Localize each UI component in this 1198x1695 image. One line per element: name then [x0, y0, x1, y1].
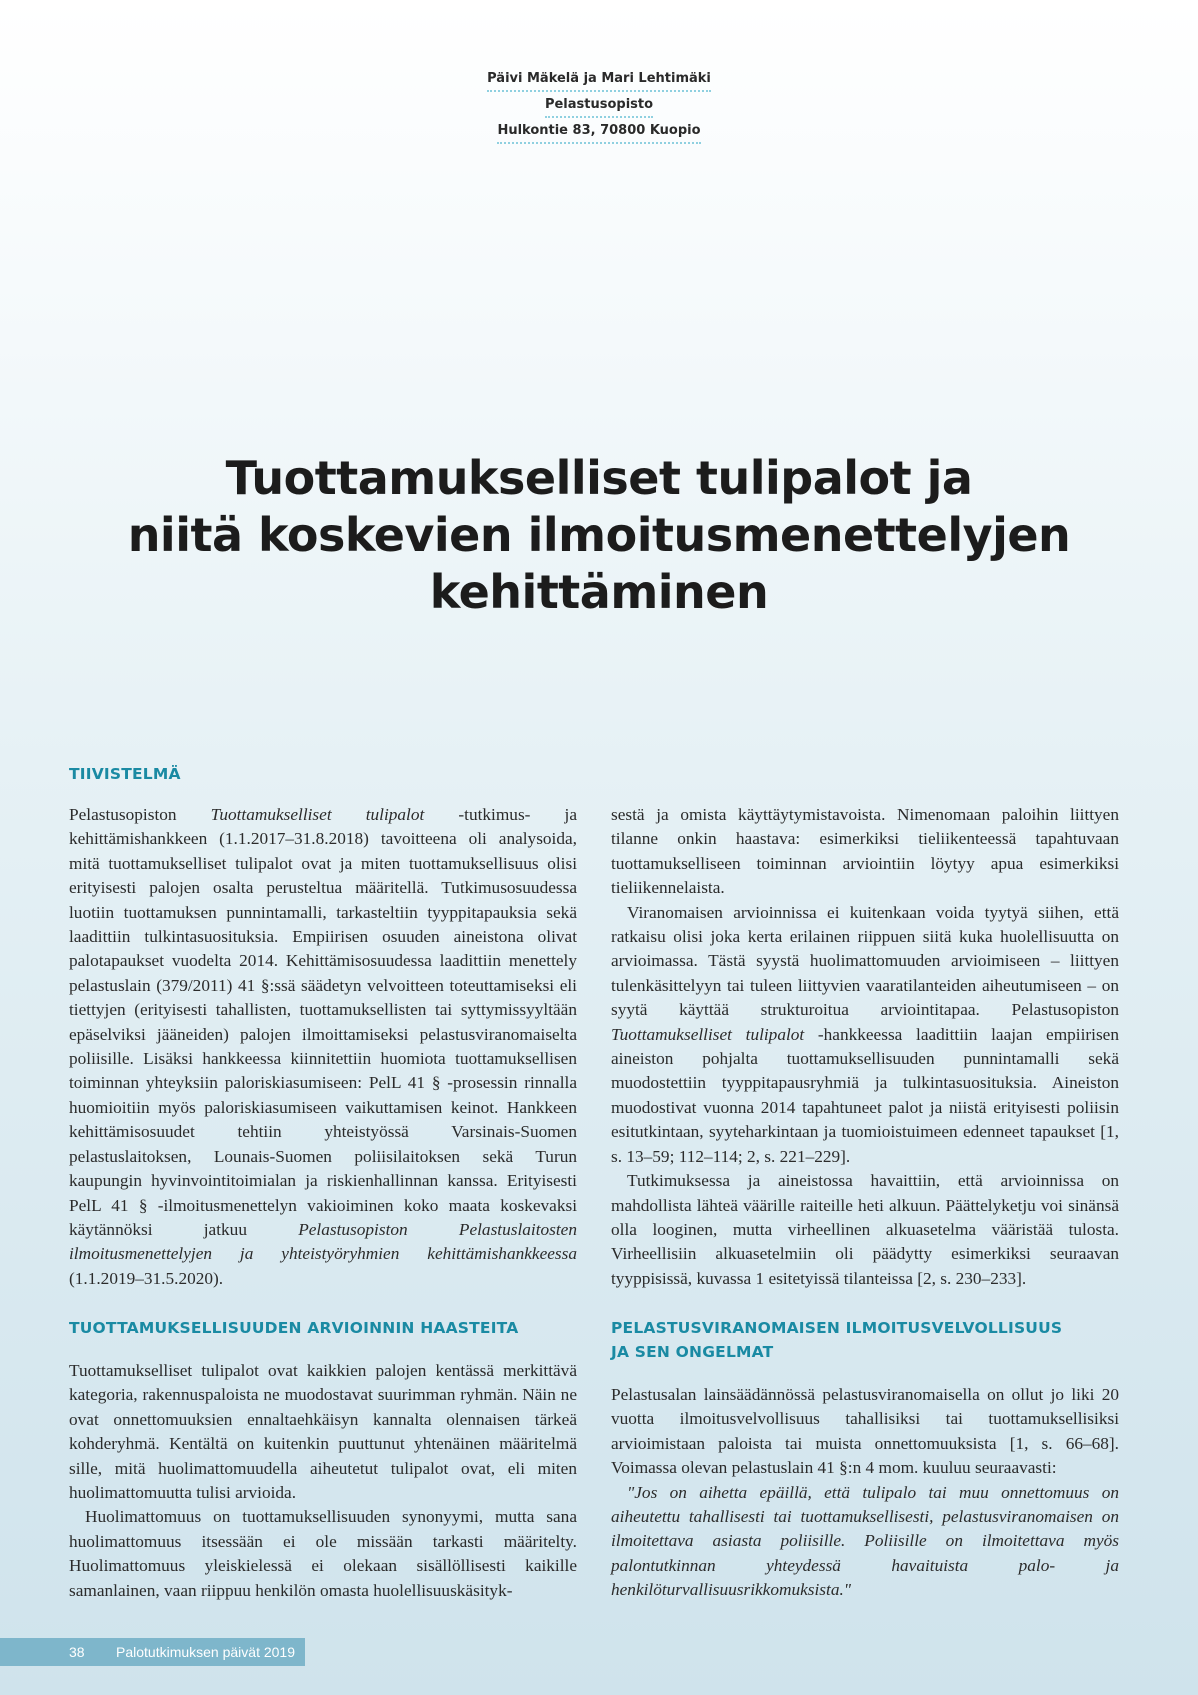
section2-paragraph-1: Pelastusalan lainsäädännössä pelastusviranomaisella on ollut jo liki 20 vuotta ilmoitusvelvollisuus tahallisiksi tai tuottamuksellisiksi arvioimistaan paloista tai muista onnettomuuksista [1, s. 66–68]. Voimassa olevan pelastuslain 41 §:n 4 mom. kuuluu seuraavasti: [611, 1385, 1119, 1478]
col2-italic: Tuottamukselliset tulipalot [611, 1024, 805, 1044]
col2-paragraph-1: sestä ja omista käyttäytymistavoista. Nimenomaan paloihin liittyen tilanne onkin haastava: esimerkiksi tieliikenteessä tapahtuvaan tuottamukselliseen toiminnan arviointiin löytyy apua esimerkiksi tieliikennelaista. [611, 805, 1119, 898]
section1-heading: TUOTTAMUKSELLISUUDEN ARVIOINNIN HAASTEITA [69, 1319, 519, 1337]
abstract-heading: TIIVISTELMÄ [69, 765, 181, 783]
authors: Päivi Mäkelä ja Mari Lehtimäki [487, 70, 711, 92]
quote-text: "Jos on aihetta epäillä, että tulipalo tai muu onnettomuus on aiheutettu tahallisesti tai tuottamuksellisesti, pelastusviranomaisen on ilmoitettava asiasta poliisille. Poliisille on ilmoitettava myös palontutkinnan yhteydessä havaituista palo- ja henkilöturvallisuusrikkomuksista." [611, 1482, 1119, 1600]
section1-body [69, 1359, 577, 1603]
page-footer [0, 1638, 305, 1666]
abstract-italic-1: Tuottamukselliset tulipalot [210, 805, 425, 824]
article-title [100, 450, 1098, 621]
section2-heading [611, 1316, 1119, 1364]
address: Hulkontie 83, 70800 Kuopio [497, 122, 700, 144]
abstract-paragraph [69, 803, 577, 1291]
author-block [0, 70, 1198, 148]
title-line-2: niitä koskevien ilmoitusmenettelyjen [127, 508, 1071, 562]
abstract-italic-2: Pelastusopiston Pelastuslaitosten ilmoitusmenettelyjen ja yhteistyöryhmien kehittämishankkeessa [69, 1219, 577, 1264]
abstract-text-3: (1.1.2019–31.5.2020). [69, 1268, 224, 1288]
title-line-1: Tuottamukselliset tulipalot ja [225, 451, 973, 505]
section2-quote [611, 1481, 1119, 1603]
col2-paragraph-2 [611, 901, 1119, 1169]
page-number: 38 [69, 1644, 85, 1660]
publication-name: Palotutkimuksen päivät 2019 [116, 1644, 295, 1660]
section2-heading-line-2: JA SEN ONGELMAT [611, 1343, 774, 1361]
col2-paragraph-3: Tutkimuksessa ja aineistossa havaittiin, että arvioinnissa on mahdollista lähteä väärille raiteille heti alkuun. Päättelyketju voi sinänsä olla looginen, mutta virheellinen alkuasetelma vääristää tulosta. Virheellisiin alkuasetelmiin oli päädytty esimerkiksi seuraavan tyyppisissä, kuvassa 1 esitetyissä tilanteissa [2, s. 230–233]. [611, 1171, 1119, 1288]
col2-text-2b: -hankkeessa laadittiin laajan empiirisen aineiston pohjalta tuottamuksellisuuden punnintamalli sekä muodostettiin tyyppitapausryhmiä ja tulkintasuosituksia. Aineiston muodostivat vuonna 2014 tapahtuneet palot ja niistä erityisesti poliisin esitutkintaan, syyteharkintaan ja tuomioistuimeen edenneet tapaukset [1, s. 13–59; 112–114; 2, s. 221–229]. [611, 1024, 1119, 1166]
institution: Pelastusopisto [545, 96, 653, 118]
column2-body [611, 803, 1119, 1291]
abstract-body [69, 803, 577, 1291]
abstract-text-1: Pelastusopiston [69, 805, 211, 824]
section1-paragraph-2: Huolimattomuus on tuottamuksellisuuden synonyymi, mutta sana huolimattomuus itsessään ei ole missään tarkasti määritelty. Huolimattomuus yleiskielessä ei olekaan sisällöllisesti kaikille samanlainen, vaan riippuu henkilön omasta huolellisuuskäsityk- [69, 1507, 577, 1600]
section2-body [611, 1383, 1119, 1603]
abstract-text-2: -tutkimus- ja kehittämishankkeen (1.1.2017–31.8.2018) tavoitteena oli analysoida, mitä tuottamukselliset tulipalot ovat ja miten tuottamuksellisuus olisi erityisesti palojen osalta perusteltua määritellä. Tutkimusosuudessa luotiin tuottamuksen punnintamalli, tarkasteltiin tyyppitapauksia sekä laadittiin tulkintasuosituksia. Empiirisen osuuden aineistona olivat palotapaukset vuodelta 2014. Kehittämisosuudessa laadittiin menettely pelastuslain (379/2011) 41 §:ssä säädetyn velvoitteen toteuttamiseksi eli tiettyjen (erityisesti tahallisten, tuottamuksellisten tai syttymissyyltään epäselviksi jääneiden) palojen ilmoittamiseksi pelastusviranomaiselta poliisille. Lisäksi hankkeessa kiinnitettiin huomiota tuottamuksellisen toiminnan yhteyksiin paloriskiasumiseen: PelL 41 § -prosessin rinnalla huomioitiin myös paloriskiasumiseen vaikuttamisen keinot. Hankkeen kehittämisosuudet tehtiin yhteistyössä Varsinais-Suomen pelastuslaitoksen, Lounais-Suomen poliisilaitoksen sekä Turun kaupungin hyvinvointitoimialan ja riskienhallinnan kanssa. Erityisesti PelL 41 § -ilmoitusmenettelyn vakioiminen koko maata koskevaksi käytännöksi jatkuu [69, 805, 578, 1239]
section1-paragraph-1: Tuottamukselliset tulipalot ovat kaikkien palojen kentässä merkittävä kategoria, rakennuspaloista ne muodostavat suurimman ryhmän. Näin ne ovat onnettomuuksien ennaltaehkäisyn kannalta olennaisen tärkeä kohderyhmä. Kentältä on kuitenkin puuttunut yhtenäinen määritelmä sille, mitä huolimattomuudella aiheutetut tulipalot ovat, eli miten huolimattomuutta tulisi arvioida. [69, 1361, 577, 1503]
title-line-3: kehittäminen [429, 565, 769, 619]
col2-text-2a: Viranomaisen arvioinnissa ei kuitenkaan voida tyytyä siihen, että ratkaisu olisi joka kerta erilainen riippuen siitä kuka huolellisuutta on arvioimassa. Tästä syystä huolimattomuuden arvioimiseen – liittyen tulenkäsittelyyn tai tuleen liittyvien vaaratilanteiden aiheutumiseen – on syytä käyttää strukturoitua arviointitapaa. Pelastusopiston [611, 902, 1119, 1020]
section2-heading-line-1: PELASTUSVIRANOMAISEN ILMOITUSVELVOLLISUUS [611, 1319, 1063, 1337]
